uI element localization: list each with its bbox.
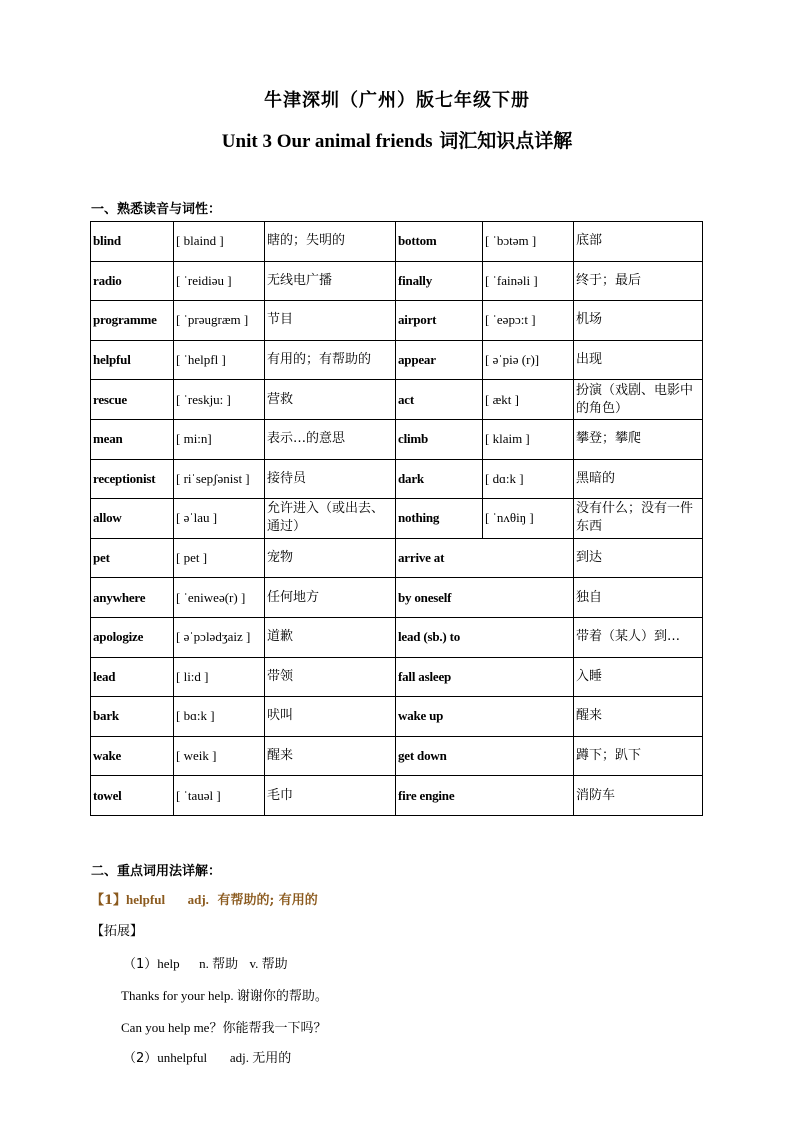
vocab-phrase-cell: arrive at (396, 538, 574, 578)
vocab-word-cell: finally (396, 261, 483, 301)
vocab-row (91, 261, 703, 301)
vocab-meaning-cell: 攀登；攀爬 (574, 419, 703, 459)
vocab-meaning-cell: 宠物 (265, 538, 396, 578)
vocab-meaning-cell: 接待员 (265, 459, 396, 499)
vocab-phonetic-cell: [ li:d ] (174, 657, 265, 697)
subtitle-english: Unit 3 Our animal friends (221, 131, 433, 152)
line4-word: unhelpful adj. (157, 1050, 249, 1065)
vocab-word-cell: allow (91, 499, 174, 539)
line1-word: help n. (157, 956, 209, 971)
vocab-meaning-cell: 入睡 (574, 657, 703, 697)
line1-number: （1） (123, 957, 158, 972)
vocab-meaning-cell: 吠叫 (265, 697, 396, 737)
vocab-meaning-cell: 醒来 (265, 736, 396, 776)
vocab-phonetic-cell: [ riˈsepʃənist ] (174, 459, 265, 499)
vocab-phrase-cell: lead (sb.) to (396, 617, 574, 657)
vocab-meaning-cell: 有用的；有帮助的 (265, 340, 396, 380)
vocab-phonetic-cell: [ ækt ] (483, 380, 574, 420)
vocab-word-cell: blind (91, 222, 174, 262)
line2-english: Thanks for your help. (121, 988, 234, 1003)
key-point-word: helpful (126, 892, 166, 907)
vocab-word-cell: pet (91, 538, 174, 578)
vocab-row (91, 419, 703, 459)
vocab-phonetic-cell: [ ˈnʌθiŋ ] (483, 499, 574, 539)
vocab-word-cell: rescue (91, 380, 174, 420)
vocab-word-cell: wake (91, 736, 174, 776)
key-point-heading (91, 889, 318, 908)
line4-chinese: 无用的 (252, 1051, 292, 1066)
vocab-phonetic-cell: [ ˈhelpfl ] (174, 340, 265, 380)
example-line-2 (121, 985, 328, 1004)
vocab-row (91, 222, 703, 262)
vocab-meaning-cell: 出现 (574, 340, 703, 380)
vocab-phrase-cell: by oneself (396, 578, 574, 618)
vocab-meaning-cell: 扮演（戏剧、电影中的角色） (574, 380, 703, 420)
example-line-4 (123, 1047, 291, 1066)
vocab-meaning-cell: 道歉 (265, 617, 396, 657)
vocab-word-cell: bark (91, 697, 174, 737)
line4-number: （2） (123, 1051, 158, 1066)
vocab-word-cell: dark (396, 459, 483, 499)
vocab-word-cell: mean (91, 419, 174, 459)
vocab-word-cell: nothing (396, 499, 483, 539)
vocab-meaning-cell: 无线电广播 (265, 261, 396, 301)
vocab-meaning-cell: 底部 (574, 222, 703, 262)
vocabulary-table-body (91, 222, 703, 816)
vocab-phonetic-cell: [ ˈreskju: ] (174, 380, 265, 420)
vocab-phonetic-cell: [ weik ] (174, 736, 265, 776)
vocab-meaning-cell: 表示…的意思 (265, 419, 396, 459)
vocab-phonetic-cell: [ ˈfainəli ] (483, 261, 574, 301)
vocab-word-cell: appear (396, 340, 483, 380)
line1-meaning-verb: 帮助 (261, 957, 288, 972)
vocab-word-cell: anywhere (91, 578, 174, 618)
vocabulary-table (90, 221, 703, 816)
subtitle-chinese: 词汇知识点详解 (432, 130, 573, 152)
vocab-meaning-cell: 毛巾 (265, 776, 396, 816)
vocab-phonetic-cell: [ blaind ] (174, 222, 265, 262)
vocab-word-cell: lead (91, 657, 174, 697)
vocab-phonetic-cell: [ ˈtauəl ] (174, 776, 265, 816)
vocab-phonetic-cell: [ bɑ:k ] (174, 697, 265, 737)
key-point-pos: adj. (187, 892, 209, 907)
vocab-word-cell: airport (396, 301, 483, 341)
vocab-phrase-row (91, 657, 703, 697)
vocab-meaning-cell: 带领 (265, 657, 396, 697)
line3-chinese: 你能帮我一下吗？ (222, 1021, 327, 1036)
vocab-phrase-cell: get down (396, 736, 574, 776)
section-1-heading: 一、熟悉读音与词性： (91, 202, 222, 217)
document-subtitle (0, 126, 794, 153)
vocab-phonetic-cell: [ ˈreidiəu ] (174, 261, 265, 301)
expand-label: 【拓展】 (91, 924, 144, 939)
line1-meaning-noun: 帮助 (212, 957, 239, 972)
vocab-word-cell: receptionist (91, 459, 174, 499)
vocab-phonetic-cell: [ mi:n] (174, 419, 265, 459)
vocab-word-cell: helpful (91, 340, 174, 380)
vocab-meaning-cell: 蹲下；趴下 (574, 736, 703, 776)
vocab-phonetic-cell: [ dɑ:k ] (483, 459, 574, 499)
vocab-phrase-row (91, 776, 703, 816)
vocab-phrase-row (91, 578, 703, 618)
vocab-meaning-cell: 任何地方 (265, 578, 396, 618)
example-line-3 (121, 1017, 326, 1036)
key-point-meaning: 有帮助的; 有用的 (217, 893, 318, 908)
vocab-phonetic-cell: [ ˈbɔtəm ] (483, 222, 574, 262)
vocab-row (91, 380, 703, 420)
vocab-word-cell: bottom (396, 222, 483, 262)
vocab-phrase-cell: wake up (396, 697, 574, 737)
vocab-meaning-cell: 独自 (574, 578, 703, 618)
vocab-meaning-cell: 瞎的；失明的 (265, 222, 396, 262)
vocab-row (91, 340, 703, 380)
vocab-phonetic-cell: [ əˈpiə (r)] (483, 340, 574, 380)
vocab-word-cell: towel (91, 776, 174, 816)
example-line-1 (123, 953, 288, 972)
vocab-word-cell: climb (396, 419, 483, 459)
vocab-meaning-cell: 没有什么；没有一件东西 (574, 499, 703, 539)
vocab-row (91, 301, 703, 341)
line3-english: Can you help me？ (121, 1020, 223, 1035)
vocab-meaning-cell: 允许进入（或出去、通过） (265, 499, 396, 539)
vocab-phrase-row (91, 617, 703, 657)
vocab-phrase-row (91, 538, 703, 578)
vocab-meaning-cell: 节目 (265, 301, 396, 341)
vocab-phonetic-cell: [ əˈpɔlədʒaiz ] (174, 617, 265, 657)
vocab-phrase-cell: fire engine (396, 776, 574, 816)
vocab-meaning-cell: 机场 (574, 301, 703, 341)
vocab-row (91, 499, 703, 539)
vocab-phonetic-cell: [ pet ] (174, 538, 265, 578)
vocab-word-cell: act (396, 380, 483, 420)
vocab-phrase-cell: fall asleep (396, 657, 574, 697)
vocab-word-cell: apologize (91, 617, 174, 657)
line2-chinese: 谢谢你的帮助。 (236, 989, 328, 1004)
vocab-meaning-cell: 到达 (574, 538, 703, 578)
vocab-word-cell: programme (91, 301, 174, 341)
vocab-phonetic-cell: [ ˈeəpɔ:t ] (483, 301, 574, 341)
section-2-heading: 二、重点词用法详解： (91, 864, 222, 879)
vocab-phrase-row (91, 697, 703, 737)
vocab-row (91, 459, 703, 499)
vocab-meaning-cell: 醒来 (574, 697, 703, 737)
vocab-meaning-cell: 终于；最后 (574, 261, 703, 301)
vocab-word-cell: radio (91, 261, 174, 301)
vocab-phonetic-cell: [ ˈprəugræm ] (174, 301, 265, 341)
vocab-phonetic-cell: [ əˈlau ] (174, 499, 265, 539)
vocab-meaning-cell: 黑暗的 (574, 459, 703, 499)
vocab-meaning-cell: 营救 (265, 380, 396, 420)
vocab-meaning-cell: 消防车 (574, 776, 703, 816)
key-point-number: 【1】 (91, 893, 127, 908)
vocab-phrase-row (91, 736, 703, 776)
vocab-phonetic-cell: [ ˈeniweə(r) ] (174, 578, 265, 618)
vocab-meaning-cell: 带着（某人）到… (574, 617, 703, 657)
document-title: 牛津深圳（广州）版七年级下册 (264, 90, 530, 111)
line1-verb-pos: v. (249, 956, 259, 971)
vocab-phonetic-cell: [ klaim ] (483, 419, 574, 459)
